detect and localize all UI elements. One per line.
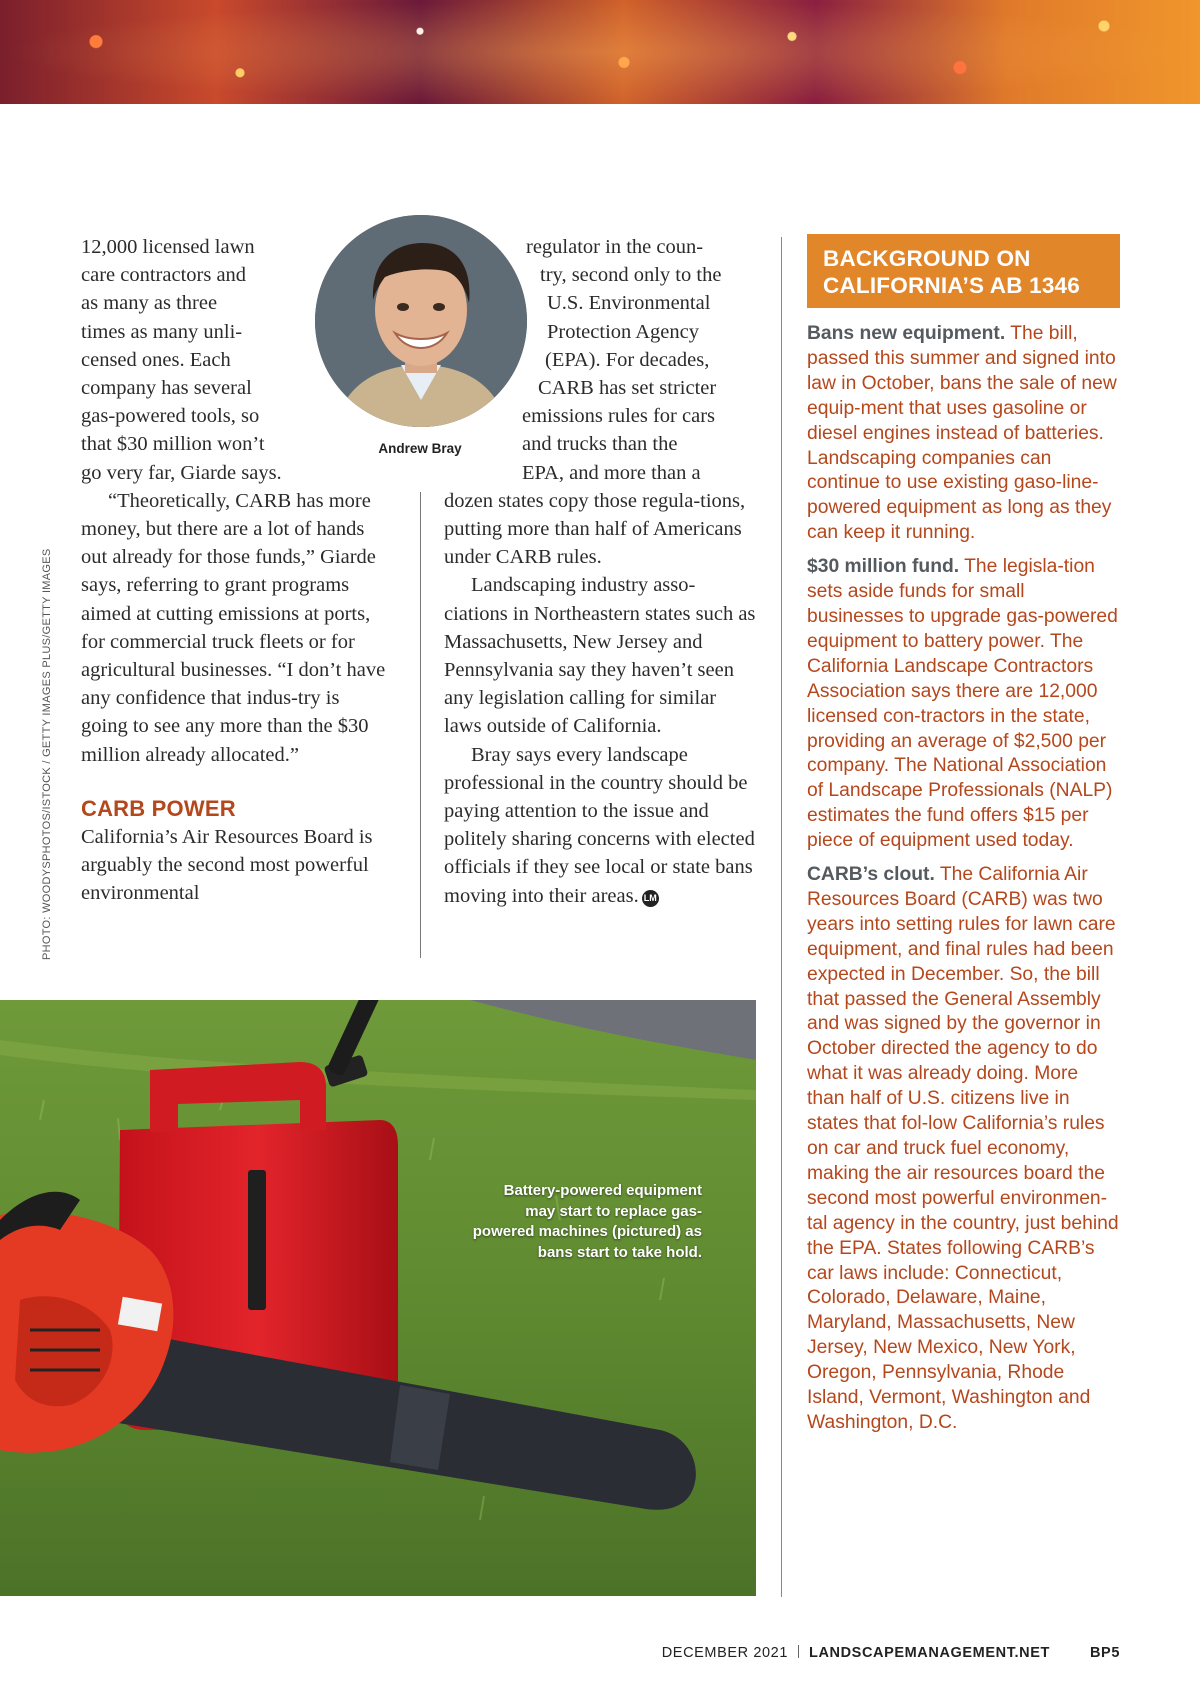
col2-paragraph-1-rest: dozen states copy those regula-tions, putting more than half of Americans under CARB rules.: [444, 489, 746, 569]
sidebar-body: [807, 322, 1120, 1436]
photo-caption: Battery-powered equipment may start to replace gas-powered machines (pictured) as bans start to take hold.: [472, 1182, 702, 1261]
sidebar-divider: [781, 237, 782, 1597]
col1-paragraph-2: “Theoretically, CARB has more money, but there are a lot of hands out already for those funds,” Giarde says, referring to grant programs aimed at cutting emissions at ports, for commercial truck fleets or for agricultural businesses. “I don’t have any confidence that indus-try is going to see any more than the $30 million already allocated.”: [81, 489, 386, 766]
article-column-1: [81, 233, 391, 907]
col1-line: gas-powered tools, so: [81, 405, 260, 428]
sidebar-item: [807, 322, 1120, 546]
col2-line: EPA, and more than a: [522, 461, 701, 484]
footer-date: DECEMBER 2021: [661, 1645, 788, 1661]
section-subhead: CARB POWER: [81, 795, 236, 821]
sidebar-box: [807, 234, 1120, 1445]
col1-line: times as many unli-: [81, 320, 243, 343]
page-footer: [0, 1645, 1120, 1661]
col2-line: (EPA). For decades,: [545, 348, 710, 371]
col1-line: company has several: [81, 377, 252, 400]
sidebar-title: BACKGROUND ON CALIFORNIA’S AB 1346: [807, 234, 1120, 308]
col2-paragraph-3: [444, 741, 756, 910]
col2-paragraph-3-text: Bray says every landscape professional in the country should be paying attention to the issue and politely sharing concerns with elected officials if they see local or state bans moving into their areas.: [444, 743, 755, 907]
col1-line: as many as three: [81, 292, 218, 315]
col1-paragraph-3: California’s Air Resources Board is arguably the second most powerful environmental: [81, 825, 373, 905]
col2-line: regulator in the coun-: [526, 236, 704, 258]
col2-paragraph-2: Landscaping industry asso-ciations in Northeastern states such as Massachusetts, New Jersey and Pennsylvania say they haven’t seen any legislation calling for similar laws outside of California.: [444, 574, 756, 738]
col2-line: CARB has set stricter: [538, 377, 717, 400]
col2-line: Protection Agency: [547, 320, 700, 343]
col2-line: and trucks than the: [522, 433, 678, 456]
page-number: BP5: [1089, 1645, 1120, 1661]
sidebar-item: [807, 863, 1120, 1436]
sidebar-item-lead: $30 million fund.: [807, 556, 960, 578]
col2-paragraph-1: [444, 233, 756, 571]
article-column-2: [444, 233, 756, 910]
lm-endmark-icon: LM: [642, 890, 659, 907]
sidebar-item-lead: Bans new equipment.: [807, 323, 1006, 344]
header-banner: [0, 0, 1200, 104]
sidebar-item: [807, 555, 1120, 854]
col2-line: U.S. Environmental: [547, 292, 711, 315]
col1-paragraph-1: [81, 233, 391, 487]
leaf-blower-gas-can-photo: [0, 1000, 756, 1596]
sidebar-item-text: The legisla-tion sets aside funds for small businesses to upgrade gas-powered equipment to battery power. The California Landscape Contractors Association says there are 12,000 licensed con-tractors in the state, providing an average of $2,500 per company. The National Association of Landscape Professionals (NALP) estimates the fund offers $15 per piece of equipment used today.: [807, 556, 1118, 852]
col1-line: that $30 million won’t: [81, 433, 265, 456]
footer-site-link[interactable]: LANDSCAPEMANAGEMENT.NET: [809, 1645, 1050, 1661]
col1-line: care contractors and: [81, 264, 247, 287]
col1-line: 12,000 licensed lawn: [81, 236, 255, 258]
column-divider: [420, 492, 421, 958]
sidebar-item-lead: CARB’s clout.: [807, 864, 935, 886]
headshot-caption: Andrew Bray: [378, 441, 462, 456]
col1-line: go very far, Giarde says.: [81, 461, 282, 484]
photo-credit-text: PHOTO: WOODYSPHOTOS/ISTOCK / GETTY IMAGES PLUS/GETTY IMAGES: [41, 548, 53, 960]
col2-line: emissions rules for cars: [522, 405, 715, 428]
footer-separator: [798, 1645, 799, 1658]
sidebar-item-text: The California Air Resources Board (CARB) was two years into setting rules for lawn care equipment, and final rules had been expected in December. So, the bill that passed the General Assembly and was signed by the governor in October directed the agency to do what it was already doing. More than half of U.S. citizens live in states that fol-low California’s rules on car and truck fuel economy, making the air resources board the second most powerful environmen-tal agency in the country, just behind the EPA. States following CARB’s car laws include: Connecticut, Colorado, Delaware, Maine, Maryland, Massachusetts, New Jersey, New Mexico, New York, Oregon, Pennsylvania, Rhode Island, Vermont, Washington and Washington, D.C.: [807, 864, 1119, 1433]
col1-line: censed ones. Each: [81, 348, 231, 371]
sidebar-item-text: The bill, passed this summer and signed into law in October, bans the sale of new equip-ment that uses gasoline or diesel engines instead of batteries. Landscaping companies can continue to use existing gaso-line-powered equipment as long as they can keep it running.: [807, 323, 1117, 544]
col2-line: try, second only to the: [540, 264, 722, 287]
